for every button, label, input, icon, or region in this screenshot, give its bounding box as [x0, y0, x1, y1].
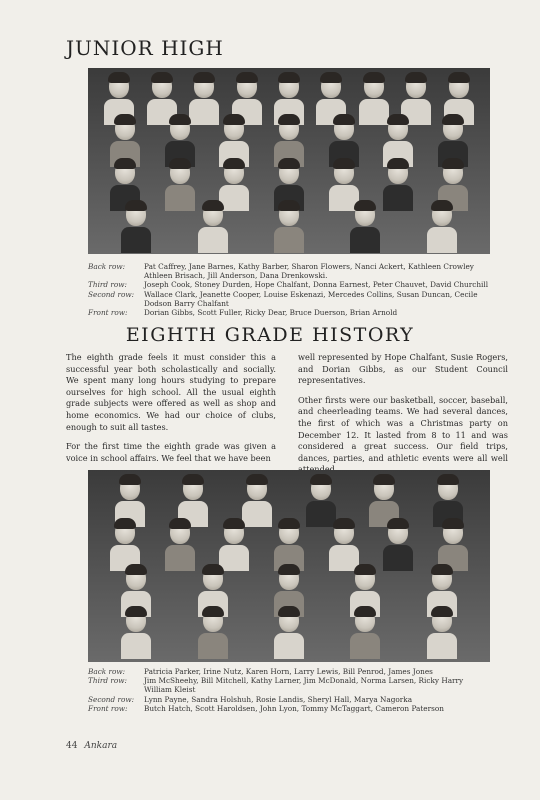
photo-caption-eighth-grade: [88, 667, 490, 713]
caption-row-label: Front row:: [88, 703, 128, 713]
page-number: 44: [66, 741, 78, 751]
history-paragraph: For the first time the eighth grade was given a voice in school affairs. We feel that we have been: [66, 441, 276, 463]
caption-row-label: Back row:: [88, 262, 126, 271]
caption-row-names: Jim McSheehy, Bill Mitchell, Kathy Larner, Jim McDonald, Norma Larsen, Ricky Harry William Kleist: [144, 676, 464, 695]
caption-row-names: Dorian Gibbs, Scott Fuller, Ricky Dear, Bruce Duerson, Brian Arnold: [144, 308, 398, 318]
student-figure: [198, 202, 228, 253]
student-figure: [165, 520, 195, 571]
caption-row-label: Third row:: [88, 676, 127, 686]
caption-row: [88, 308, 490, 317]
caption-row-label: Front row:: [88, 308, 128, 318]
history-paragraph: well represented by Hope Chalfant, Susie Rogers, and Dorian Gibbs, as our Student Council representatives.: [298, 352, 508, 386]
caption-row: [88, 704, 490, 713]
class-photo-junior-high: [88, 68, 490, 254]
student-figure: [274, 202, 304, 253]
history-heading: EIGHTH GRADE HISTORY: [125, 324, 415, 346]
caption-row-label: Second row:: [88, 289, 135, 299]
student-figure: [121, 608, 151, 659]
caption-row-label: Second row:: [88, 694, 135, 704]
history-column-left: [66, 352, 276, 472]
caption-row: [88, 695, 490, 704]
section-title: JUNIOR HIGH: [66, 36, 224, 60]
class-photo-eighth-grade: [88, 470, 490, 662]
caption-row: [88, 262, 490, 280]
page-footer: [66, 741, 117, 751]
photo-caption-junior-high: [88, 262, 490, 317]
caption-row-names: Patricia Parker, Irine Nutz, Karen Horn, Larry Lewis, Bill Penrod, James Jones: [144, 667, 433, 676]
caption-row: [88, 667, 490, 676]
history-paragraph: Other firsts were our basketball, soccer, baseball, and cheerleading teams. We had several dances, the first of which was a Christmas party on December 12. It lasted from 8 to 11 and was considered a great success. Our field trips, dances, parties, and athletic events were all well: [298, 394, 508, 463]
caption-row: [88, 280, 490, 289]
student-figure: [121, 202, 151, 253]
caption-row-label: Third row:: [88, 280, 127, 290]
caption-row-names: Pat Caffrey, Jane Barnes, Kathy Barber, Sharon Flowers, Nanci Ackert, Kathleen Crowley Athleen Brisach, Jill Anderson, Dana Drenkowski.: [144, 262, 474, 281]
caption-row-names: Lynn Payne, Sandra Holshuh, Rosie Landis, Sheryl Hall, Marya Nagorka: [144, 694, 413, 704]
student-figure: [383, 520, 413, 571]
student-figure: [274, 608, 304, 659]
caption-row: [88, 290, 490, 308]
student-figure: [350, 608, 380, 659]
publication-name: Ankara: [84, 741, 118, 751]
student-figure: [219, 520, 249, 571]
history-column-right: [298, 352, 508, 484]
caption-row-names: Wallace Clark, Jeanette Cooper, Louise Eskenazi, Mercedes Collins, Susan Duncan, Cecile Dodson Barry Chalfant: [144, 289, 478, 308]
caption-row-names: Butch Hatch, Scott Haroldsen, John Lyon, Tommy McTaggart, Cameron Paterson: [144, 703, 444, 713]
history-paragraph: The eighth grade feels it must consider this a successful year both scholastically and socially. We spent many long hours studying to prepare ourselves for high school. All the usual eighth grade subjects were offered as well as shop and home economics. We had our choice of clubs, enough to suit all tastes.: [66, 352, 276, 432]
student-figure: [198, 608, 228, 659]
caption-row-label: Back row:: [88, 667, 126, 676]
student-figure: [329, 520, 359, 571]
student-figure: [427, 202, 457, 253]
caption-row: [88, 676, 490, 694]
student-figure: [350, 202, 380, 253]
caption-row-names: Joseph Cook, Stoney Durden, Hope Chalfant, Donna Earnest, Peter Chauvet, David Churchill: [144, 280, 489, 290]
student-figure: [427, 608, 457, 659]
